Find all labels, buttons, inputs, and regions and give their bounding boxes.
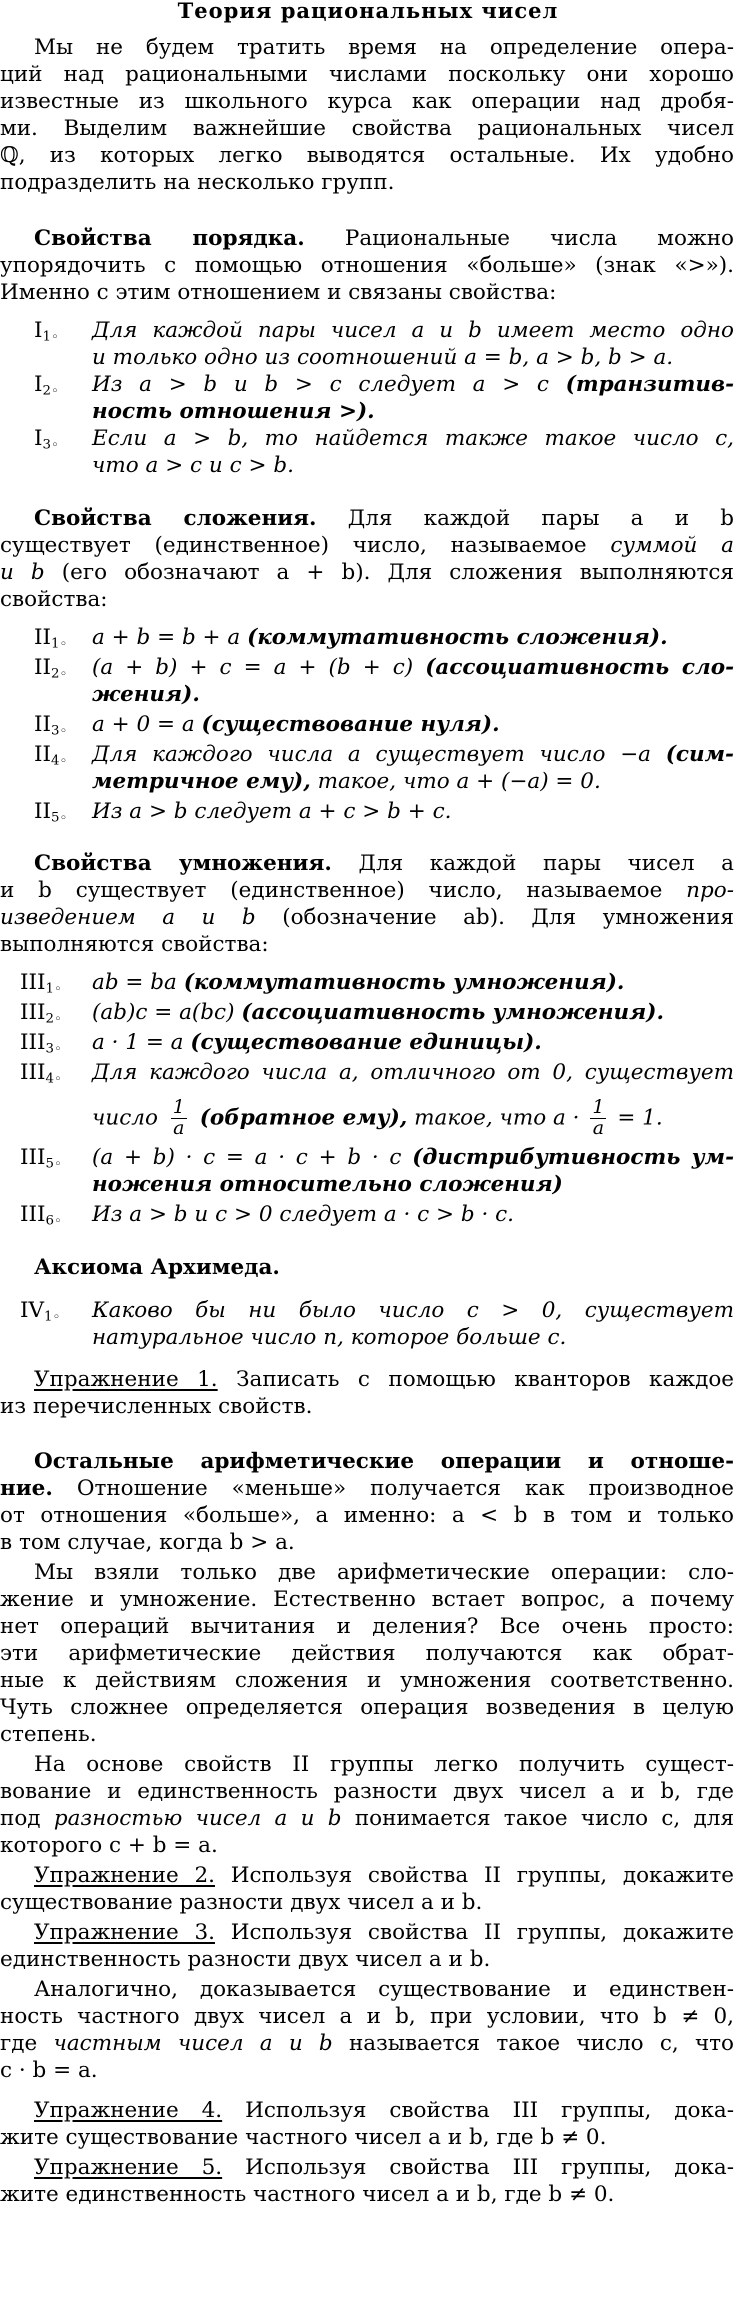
other-para3-line: которого c + b = a. [0,1833,218,1858]
item-label: $IV_1◦$ [20,1298,61,1325]
multiplication-line: и b существует (единственное) число, называемое про- [0,878,734,903]
intro-line: ций над рациональными числами поскольку они хорошо [0,62,734,87]
multiplication-item: a · 1 = a (существование единицы). [92,1030,542,1055]
item-label: $III_3◦$ [20,1030,62,1057]
archimedes-text: натуральное число n, которое больше c. [92,1325,567,1350]
exercise-label: Упражнение 2. [34,1863,215,1888]
multiplication-heading-line: Свойства умножения. Для каждой пары чисел a [34,851,734,876]
item-label: $II_1◦$ [34,625,68,652]
exercise-label: Упражнение 1. [34,1367,218,1392]
other-para2-line: нет операций вычитания и деления? Все очень просто: [0,1614,734,1639]
item-label: $III_6◦$ [20,1202,62,1229]
section-heading-archimedes: Аксиома Архимеда. [34,1255,280,1280]
para4-line: где частным чисел a и b называется такое число c, что [0,2031,734,2056]
exercise-line: существование разности двух чисел a и b. [0,1890,483,1915]
order-heading-line: Свойства порядка. Рациональные числа можно [34,226,735,251]
other-para2-line: Чуть сложнее определяется операция возведения в целую [0,1695,734,1720]
other-para2-line: Мы взяли только две арифметические операции: сло- [34,1560,734,1585]
exercise-line: единственность разности двух чисел a и b. [0,1947,491,1972]
intro-line: Мы не будем тратить время на определение опера- [34,35,734,60]
item-label: $I_3◦$ [34,426,59,453]
section-heading-addition: Свойства сложения. [34,506,317,531]
section-heading-multiplication: Свойства умножения. [34,851,332,876]
section-heading-other: Остальные арифметические операции и отноше- [34,1449,734,1474]
archimedes-text: Каково бы ни было число c > 0, существует [92,1298,734,1323]
addition-heading-line: Свойства сложения. Для каждой пары a и b [34,506,734,531]
other-para3-line: под разностью чисел a и b понимается такое число c, для [0,1806,735,1831]
addition-item: Из a > b следует a + c > b + c. [92,799,452,824]
para4-line: ность частного двух чисел a и b, при условии, что b ≠ 0, [0,2004,734,2029]
other-line: ние. Отношение «меньше» получается как производное [0,1476,734,1501]
multiplication-item: число $\frac{1}{a}$ (обратное ему), такое, что a · $\frac{1}{a}$ = 1. [92,1096,663,1139]
addition-item: жения). [92,682,200,707]
other-para2-line: эти арифметические действия получаются как обрат- [0,1641,734,1666]
other-line: в том случае, когда b > a. [0,1530,295,1555]
multiplication-item: ножения относительно сложения) [92,1172,563,1197]
order-line: упорядочить с помощью отношения «больше» (знак «>»). [0,253,734,278]
other-line: от отношения «больше», а именно: a < b в том и только [0,1503,734,1528]
item-label: $II_2◦$ [34,655,68,682]
item-label: $III_4◦$ [20,1060,62,1087]
item-label: $II_3◦$ [34,712,68,739]
item-label: $II_5◦$ [34,799,68,826]
item-label: $I_2◦$ [34,372,59,399]
fraction-one-over-a: $\frac{1}{a}$ [172,1096,185,1139]
item-label: $III_5◦$ [20,1145,62,1172]
addition-line: свойства: [0,587,108,612]
page-title: Теория рациональных чисел [177,0,559,23]
order-item-text: Если a > b, то найдется также такое число c, [92,426,734,451]
other-para2-line: степень. [0,1722,97,1747]
addition-item: Для каждого числа a существует число −a (сим- [92,742,734,767]
multiplication-item: (a + b) · c = a · c + b · c (дистрибутивность ум- [92,1145,734,1170]
addition-item: метричное ему), такое, что a + (−a) = 0. [92,769,601,794]
order-item-text: Для каждой пары чисел a и b имеет место одно [92,318,734,343]
addition-item: a + b = b + a (коммутативность сложения). [92,625,668,650]
exercise-label: Упражнение 3. [34,1920,215,1945]
addition-line: и b (его обозначают a + b). Для сложения выполняются [0,560,734,585]
exercise-line: Упражнение 1. Записать с помощью кванторов каждое [34,1367,734,1392]
para4-line: c · b = a. [0,2058,98,2083]
multiplication-line: изведением a и b (обозначение ab). Для умножения [0,905,734,930]
item-label: $II_4◦$ [34,742,68,769]
addition-item: (a + b) + c = a + (b + c) (ассоциативность сло- [92,655,734,680]
exercise-line: жите единственность частного чисел a и b, где b ≠ 0. [0,2182,615,2207]
exercise-line: Упражнение 3. Используя свойства II группы, докажите [34,1920,734,1945]
addition-line: существует (единственное) число, называемое суммой a [0,533,734,558]
intro-line: ми. Выделим важнейшие свойства рациональных чисел [0,116,734,141]
other-para3-line: вование и единственность разности двух чисел a и b, где [0,1779,734,1804]
order-line: Именно с этим отношением и связаны свойства: [0,280,557,305]
multiplication-item: Из a > b и c > 0 следует a · c > b · c. [92,1202,515,1227]
para4-line: Аналогично, доказывается существование и единствен- [34,1977,734,2002]
other-para2-line: жение и умножение. Естественно встает вопрос, а почему [0,1587,734,1612]
exercise-line: Упражнение 2. Используя свойства II группы, докажите [34,1863,734,1888]
exercise-line: жите существование частного чисел a и b, где b ≠ 0. [0,2125,607,2150]
multiplication-item: (ab)c = a(bc) (ассоциативность умножения). [92,1000,664,1025]
section-heading-order: Свойства порядка. [34,226,305,251]
exercise-line: Упражнение 5. Используя свойства III группы, дока- [34,2155,734,2180]
order-item-text: и только одно из соотношений a = b, a > b, b > a. [92,345,674,370]
exercise-label: Упражнение 5. [34,2155,223,2180]
order-item-text: ность отношения >). [92,399,375,424]
multiplication-line: выполняются свойства: [0,932,269,957]
other-para2-line: ные к действиям сложения и умножения соответственно. [0,1668,734,1693]
item-label: $III_2◦$ [20,1000,62,1027]
item-label: $I_1◦$ [34,318,59,345]
multiplication-item: Для каждого числа a, отличного от 0, существует [92,1060,734,1085]
exercise-label: Упражнение 4. [34,2098,223,2123]
addition-item: a + 0 = a (существование нуля). [92,712,500,737]
multiplication-item: ab = ba (коммутативность умножения). [92,970,625,995]
intro-line: известные из школьного курса как операции над дробя- [0,89,734,114]
fraction-one-over-a: $\frac{1}{a}$ [592,1096,605,1139]
order-item-text: что a > c и c > b. [92,453,294,478]
other-para3-line: На основе свойств II группы легко получить сущест- [34,1752,734,1777]
order-item-text: Из a > b и b > c следует a > c (транзитив- [92,372,734,397]
exercise-line: Упражнение 4. Используя свойства III группы, дока- [34,2098,734,2123]
intro-line: подразделить на несколько групп. [0,170,395,195]
intro-line: ℚ, из которых легко выводятся остальные. Их удобно [0,143,734,168]
exercise-line: из перечисленных свойств. [0,1394,313,1419]
item-label: $III_1◦$ [20,970,62,997]
